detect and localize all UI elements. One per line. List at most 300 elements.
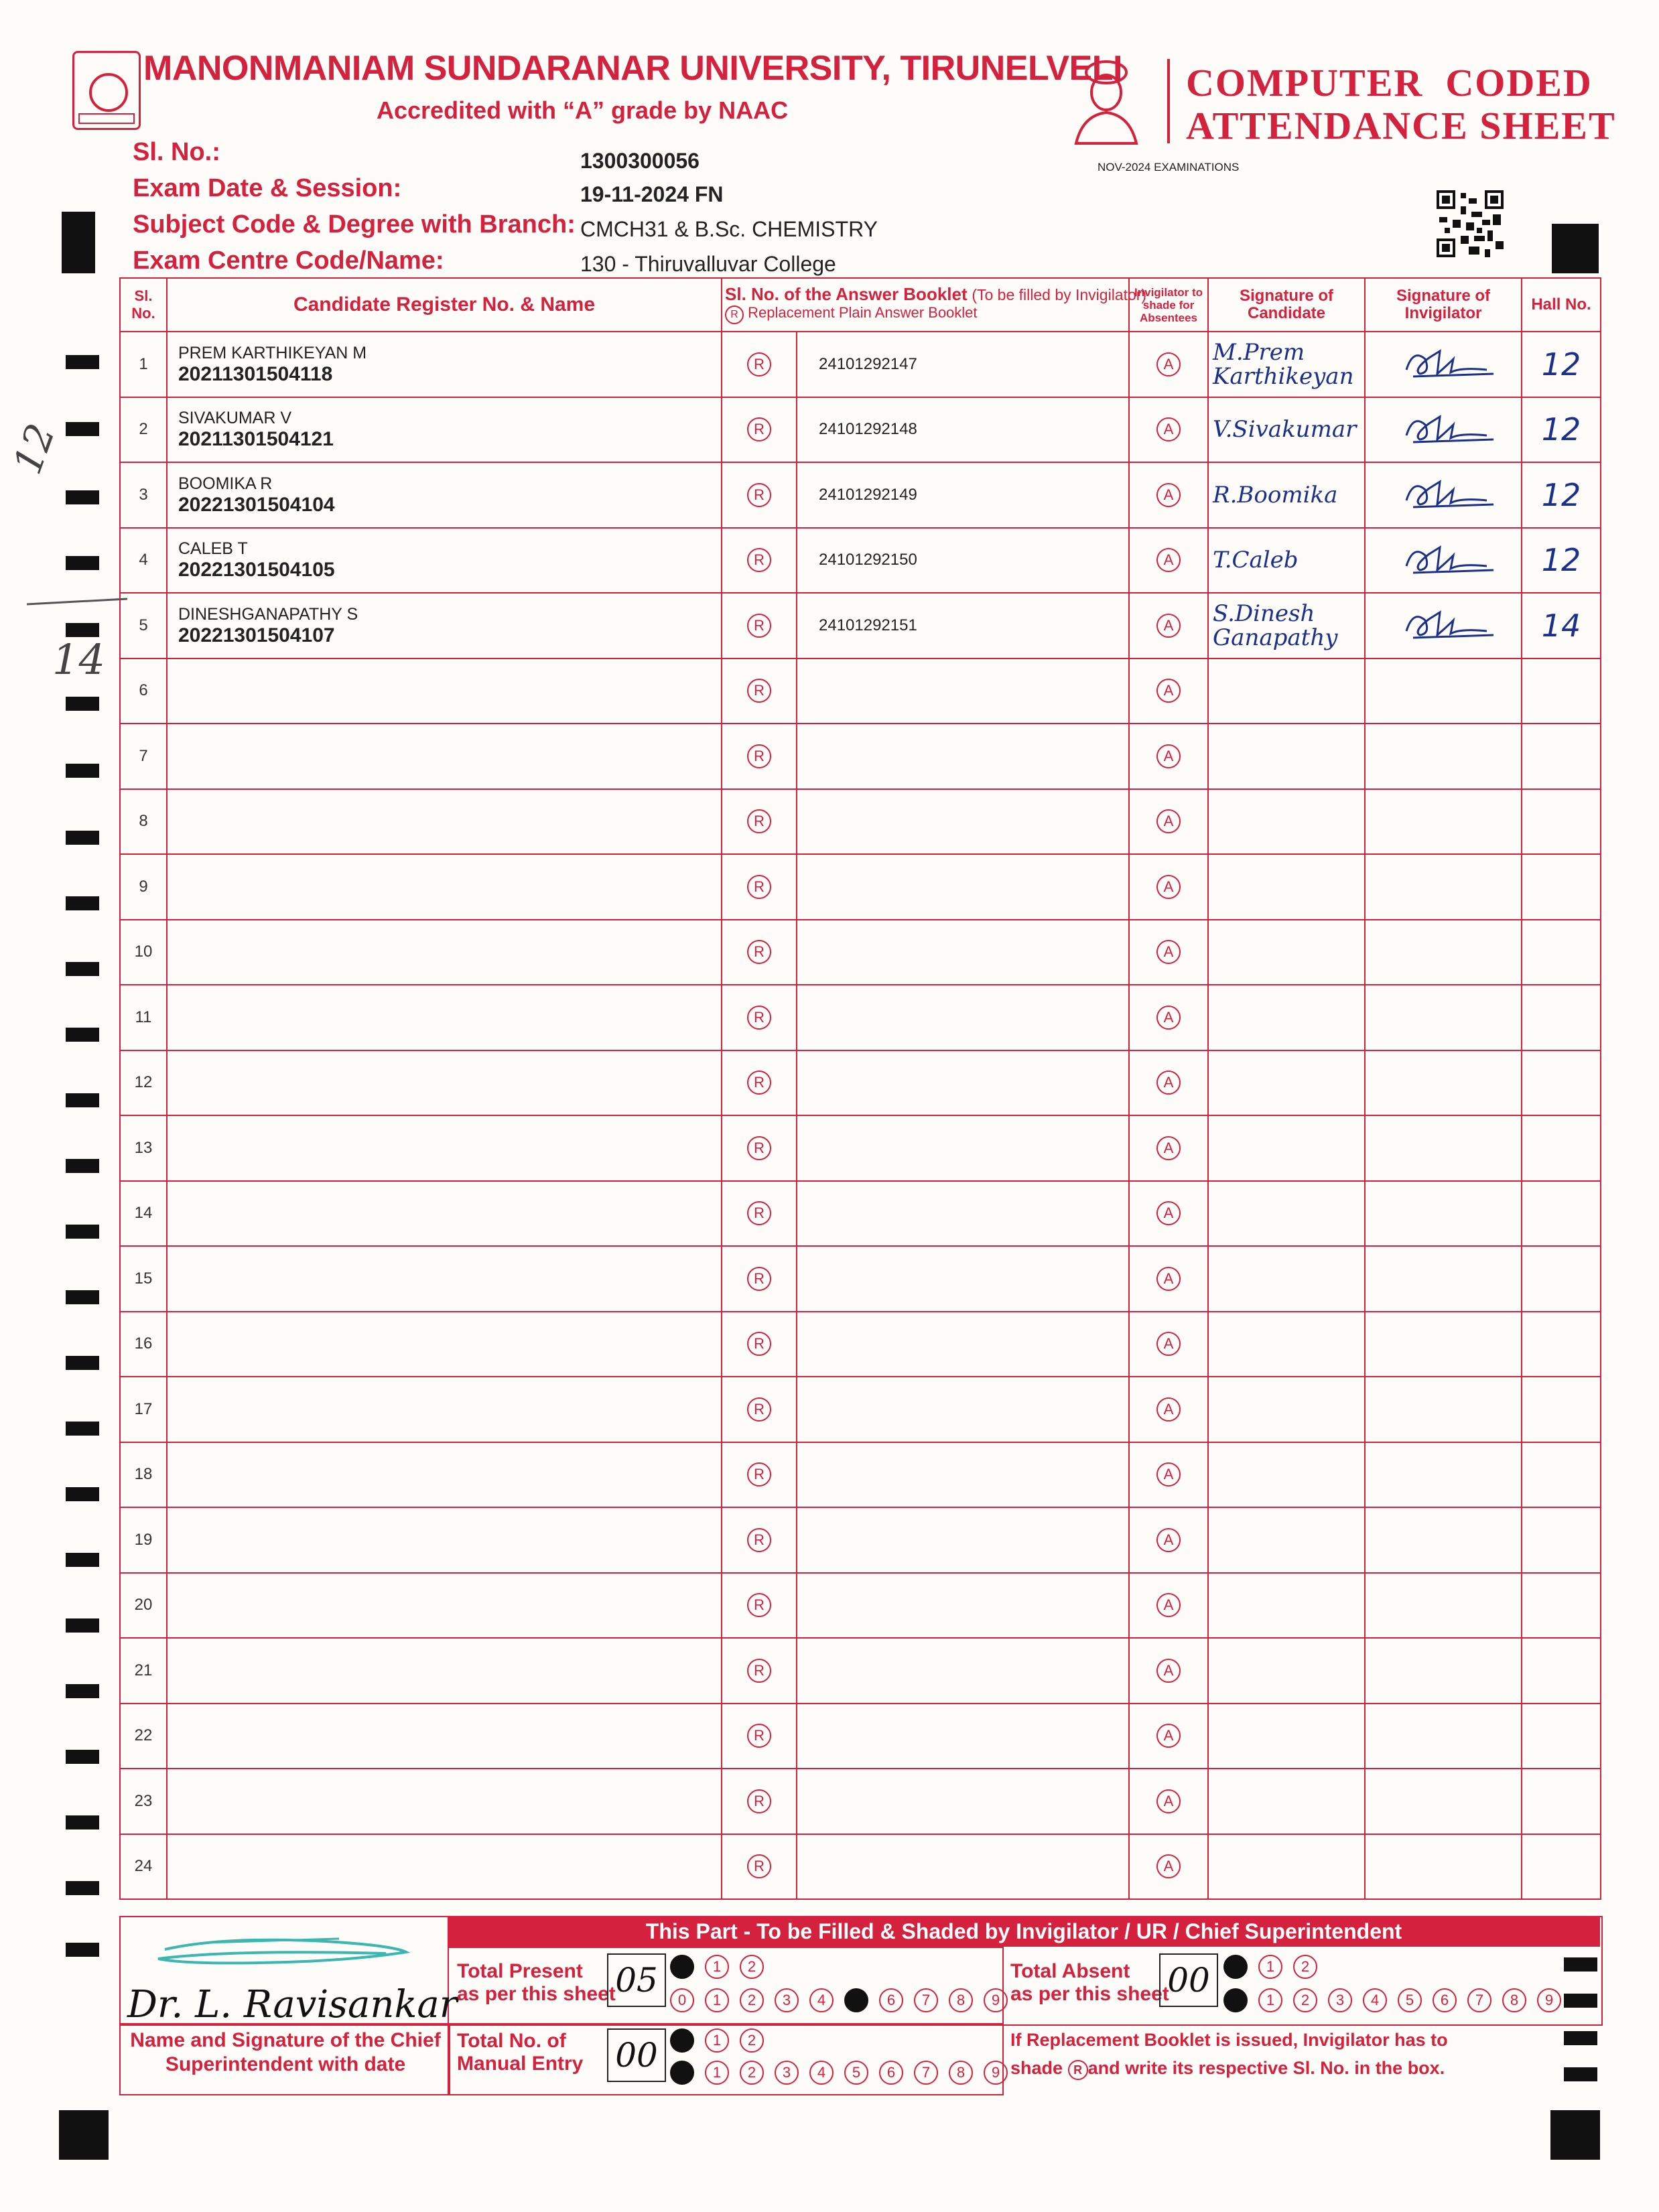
invigilator-signature-cell[interactable] [1365, 1312, 1522, 1377]
candidate-cell [167, 854, 722, 920]
digit-bubble[interactable]: 4 [809, 2061, 834, 2085]
table-row [120, 1442, 1601, 1508]
invigilator-signature-cell[interactable] [1365, 1704, 1522, 1769]
candidate-cell [167, 1507, 722, 1573]
row-sl-no: 20 [120, 1573, 167, 1639]
absent-bubble[interactable]: A [1156, 1397, 1181, 1422]
absent-bubble[interactable]: A [1156, 1136, 1181, 1160]
table-row [120, 397, 1601, 463]
replacement-bubble[interactable]: R [747, 1593, 771, 1617]
absent-bubble[interactable]: A [1156, 679, 1181, 703]
total-absent-label [1010, 1960, 1169, 2006]
absent-bubble[interactable]: A [1156, 1593, 1181, 1617]
digit-bubble[interactable]: 5 [844, 1988, 868, 2012]
timing-mark [66, 1684, 99, 1698]
hall-no[interactable] [1522, 723, 1601, 789]
table-row [120, 1507, 1601, 1573]
absent-cell [1129, 1573, 1208, 1639]
manual-entry-label [457, 2030, 583, 2075]
candidate-signature[interactable] [1208, 659, 1365, 724]
row-sl-no: 10 [120, 920, 167, 985]
booklet-no[interactable] [797, 789, 1129, 855]
replacement-cell [722, 1246, 797, 1312]
replacement-note-line-1: If Replacement Booklet is issued, Invigilator has to [1010, 2030, 1448, 2050]
digit-bubble[interactable]: 0 [670, 2061, 694, 2085]
hall-no[interactable]: 14 [1522, 593, 1601, 659]
candidate-reg-no: 20221301504104 [178, 493, 335, 516]
candidate-signature[interactable] [1208, 1312, 1365, 1377]
digit-bubble[interactable]: 8 [949, 2061, 973, 2085]
timing-mark [66, 1225, 99, 1239]
row-sl-no: 2 [120, 397, 167, 463]
digit-bubble[interactable]: 1 [705, 1988, 729, 2012]
total-present-tens-bubbles[interactable] [670, 1955, 775, 1979]
hall-no[interactable] [1522, 1050, 1601, 1116]
digit-bubble[interactable]: 0 [1223, 1955, 1248, 1979]
invigilator-signature-cell[interactable] [1365, 1507, 1522, 1573]
replacement-bubble[interactable]: R [747, 1201, 771, 1225]
table-row [120, 1377, 1601, 1442]
booklet-no[interactable] [797, 723, 1129, 789]
absent-bubble[interactable]: A [1156, 1332, 1181, 1356]
candidate-signature[interactable] [1208, 920, 1365, 985]
invigilator-signature-cell[interactable] [1365, 854, 1522, 920]
digit-bubble[interactable]: 1 [1258, 1988, 1282, 2012]
row-sl-no: 18 [120, 1442, 167, 1508]
booklet-no[interactable] [797, 1115, 1129, 1181]
replacement-cell [722, 332, 797, 397]
candidate-signature[interactable]: T.Caleb [1208, 528, 1365, 594]
replacement-bubble[interactable]: R [747, 940, 771, 964]
absent-bubble[interactable]: A [1156, 1201, 1181, 1225]
replacement-cell [722, 593, 797, 659]
replacement-bubble[interactable]: R [747, 809, 771, 833]
booklet-no[interactable] [797, 1312, 1129, 1377]
hall-no[interactable] [1522, 1704, 1601, 1769]
hall-no[interactable] [1522, 1573, 1601, 1639]
replacement-cell [722, 1573, 797, 1639]
candidate-signature[interactable] [1208, 1377, 1365, 1442]
corner-mark [59, 2110, 109, 2160]
manual-entry-units-bubbles[interactable] [670, 2061, 1018, 2085]
replacement-bubble[interactable]: R [747, 548, 771, 572]
attendance-table [119, 277, 1601, 1900]
invigilator-signature-cell[interactable] [1365, 462, 1522, 528]
digit-bubble[interactable]: 5 [1398, 1988, 1422, 2012]
absent-bubble[interactable]: A [1156, 614, 1181, 638]
university-logo-icon [72, 51, 141, 130]
replacement-bubble[interactable]: R [747, 417, 771, 441]
timing-mark [66, 422, 99, 436]
replacement-note-line-2 [1010, 2054, 1448, 2082]
digit-bubble[interactable]: 2 [740, 2028, 764, 2053]
absent-bubble[interactable]: A [1156, 875, 1181, 899]
subject-label: Subject Code & Degree with Branch: [133, 210, 576, 238]
total-present-units-bubbles[interactable] [670, 1988, 1018, 2012]
invigilator-signature-cell[interactable] [1365, 1181, 1522, 1247]
absent-cell [1129, 1769, 1208, 1834]
candidate-signature[interactable]: R.Boomika [1208, 462, 1365, 528]
booklet-no[interactable] [797, 1704, 1129, 1769]
total-absent-tens-bubbles[interactable] [1223, 1955, 1328, 1979]
invigilator-signature-cell[interactable] [1365, 1050, 1522, 1116]
booklet-no[interactable] [797, 1769, 1129, 1834]
replacement-bubble[interactable]: R [747, 1397, 771, 1422]
hall-no[interactable] [1522, 1638, 1601, 1704]
candidate-cell [167, 1115, 722, 1181]
hall-no[interactable] [1522, 1442, 1601, 1508]
chief-signature: Dr. L. Ravisankar [127, 1983, 458, 2026]
digit-bubble[interactable]: 0 [1223, 1988, 1248, 2012]
hall-no[interactable] [1522, 1507, 1601, 1573]
candidate-cell [167, 1377, 722, 1442]
booklet-no[interactable] [797, 854, 1129, 920]
candidate-reg-no: 20211301504118 [178, 362, 333, 385]
corner-mark [62, 212, 95, 273]
absent-cell [1129, 1638, 1208, 1704]
total-present-value[interactable]: 05 [607, 1953, 666, 2007]
timing-mark [66, 1356, 99, 1370]
header-replacement: Replacement Plain Answer Booklet [748, 304, 978, 321]
absent-cell [1129, 985, 1208, 1050]
invigilator-signature-cell[interactable] [1365, 920, 1522, 985]
replacement-cell [722, 1769, 797, 1834]
candidate-cell [167, 659, 722, 724]
replacement-bubble[interactable]: R [747, 1724, 771, 1748]
hall-no[interactable] [1522, 854, 1601, 920]
table-row [120, 985, 1601, 1050]
absent-bubble[interactable]: A [1156, 1070, 1181, 1095]
digit-bubble[interactable]: 2 [740, 1988, 764, 2012]
candidate-signature[interactable] [1208, 1834, 1365, 1900]
row-sl-no: 5 [120, 593, 167, 659]
subject-value: CMCH31 & B.Sc. CHEMISTRY [580, 217, 878, 241]
digit-bubble[interactable]: 3 [775, 1988, 799, 2012]
booklet-no[interactable]: 24101292147 [797, 332, 1129, 397]
replacement-bubble[interactable]: R [747, 614, 771, 638]
digit-bubble[interactable]: 2 [1293, 1988, 1317, 2012]
replacement-cell [722, 1181, 797, 1247]
header-sig-invigilator: Signature of Invigilator [1365, 278, 1522, 332]
candidate-signature[interactable] [1208, 1050, 1365, 1116]
digit-bubble[interactable]: 9 [1537, 1988, 1561, 2012]
absent-bubble[interactable]: A [1156, 1789, 1181, 1813]
invigilator-signature-cell[interactable] [1365, 789, 1522, 855]
replacement-bubble[interactable]: R [747, 1854, 771, 1878]
invigilator-signature-cell[interactable] [1365, 1834, 1522, 1900]
booklet-no[interactable] [797, 1442, 1129, 1508]
table-row [120, 1834, 1601, 1900]
digit-bubble[interactable]: 1 [705, 2028, 729, 2053]
digit-bubble[interactable]: 1 [705, 2061, 729, 2085]
candidate-cell [167, 332, 722, 397]
timing-mark [66, 1290, 99, 1304]
invigilator-signature-cell[interactable] [1365, 659, 1522, 724]
replacement-bubble[interactable]: R [747, 483, 771, 507]
candidate-signature[interactable] [1208, 1573, 1365, 1639]
corner-mark [1552, 224, 1599, 273]
booklet-no[interactable] [797, 1377, 1129, 1442]
absent-bubble[interactable]: A [1156, 809, 1181, 833]
absent-bubble[interactable]: A [1156, 1854, 1181, 1878]
candidate-cell [167, 397, 722, 463]
absent-cell [1129, 1246, 1208, 1312]
total-present-label-2: as per this sheet [457, 1983, 616, 2005]
booklet-no[interactable] [797, 1507, 1129, 1573]
candidate-cell [167, 985, 722, 1050]
invigilator-signature-cell[interactable] [1365, 723, 1522, 789]
header-divider [1167, 59, 1170, 143]
table-row [120, 854, 1601, 920]
absent-cell [1129, 593, 1208, 659]
invigilator-signature-cell[interactable] [1365, 1442, 1522, 1508]
candidate-signature[interactable]: V.Sivakumar [1208, 397, 1365, 463]
replacement-bubble[interactable]: R [747, 1136, 771, 1160]
candidate-reg-no: 20221301504107 [178, 624, 335, 646]
replacement-bubble[interactable]: R [747, 352, 771, 376]
hall-no[interactable]: 12 [1522, 528, 1601, 594]
digit-bubble[interactable]: 7 [914, 2061, 938, 2085]
candidate-name: CALEB T [178, 539, 248, 559]
header-candidate: Candidate Register No. & Name [167, 278, 722, 332]
candidate-cell [167, 920, 722, 985]
candidate-name: BOOMIKA R [178, 474, 273, 493]
absent-cell [1129, 1704, 1208, 1769]
hall-no[interactable] [1522, 1769, 1601, 1834]
absent-bubble[interactable]: A [1156, 1724, 1181, 1748]
booklet-no[interactable] [797, 1181, 1129, 1247]
row-sl-no: 13 [120, 1115, 167, 1181]
booklet-no[interactable]: 24101292150 [797, 528, 1129, 594]
invigilator-signature-cell[interactable] [1365, 1115, 1522, 1181]
digit-bubble[interactable]: 6 [1433, 1988, 1457, 2012]
digit-bubble[interactable]: 7 [1467, 1988, 1491, 2012]
absent-bubble[interactable]: A [1156, 548, 1181, 572]
manual-entry-value[interactable]: 00 [607, 2028, 666, 2082]
digit-bubble[interactable]: 1 [705, 1955, 729, 1979]
invigilator-signature-cell[interactable] [1365, 528, 1522, 594]
invigilator-signature-cell[interactable] [1365, 1377, 1522, 1442]
digit-bubble[interactable]: 4 [1363, 1988, 1387, 2012]
replacement-bubble[interactable]: R [747, 1789, 771, 1813]
hall-no[interactable] [1522, 659, 1601, 724]
candidate-signature[interactable] [1208, 1115, 1365, 1181]
invigilator-signature-cell[interactable] [1365, 397, 1522, 463]
invigilator-signature-cell[interactable] [1365, 1246, 1522, 1312]
absent-bubble[interactable]: A [1156, 1006, 1181, 1030]
candidate-cell [167, 1181, 722, 1247]
candidate-cell [167, 723, 722, 789]
centre-value: 130 - Thiruvalluvar College [580, 252, 836, 276]
candidate-signature[interactable] [1208, 1181, 1365, 1247]
booklet-no[interactable]: 24101292148 [797, 397, 1129, 463]
hall-no[interactable] [1522, 1834, 1601, 1900]
candidate-signature[interactable]: S.Dinesh Ganapathy [1208, 593, 1365, 659]
digit-bubble[interactable]: 8 [1502, 1988, 1526, 2012]
digit-bubble[interactable]: 1 [1258, 1955, 1282, 1979]
replacement-bubble[interactable]: R [747, 1528, 771, 1552]
digit-bubble[interactable]: 5 [844, 2061, 868, 2085]
candidate-signature[interactable] [1208, 854, 1365, 920]
absent-bubble[interactable]: A [1156, 1462, 1181, 1487]
candidate-signature[interactable] [1208, 1507, 1365, 1573]
candidate-signature[interactable] [1208, 985, 1365, 1050]
timing-mark [1564, 2031, 1597, 2045]
replacement-cell [722, 1834, 797, 1900]
hall-no[interactable] [1522, 1377, 1601, 1442]
exam-date-label: Exam Date & Session: [133, 174, 402, 202]
timing-mark [66, 697, 99, 711]
timing-mark [66, 1422, 99, 1436]
timing-mark [66, 1881, 99, 1895]
digit-bubble[interactable]: 2 [740, 2061, 764, 2085]
total-absent-units-bubbles[interactable] [1223, 1988, 1572, 2012]
candidate-signature[interactable]: M.Prem Karthikeyan [1208, 332, 1365, 397]
digit-bubble[interactable]: 3 [1328, 1988, 1352, 2012]
candidate-signature[interactable] [1208, 1638, 1365, 1704]
replacement-bubble[interactable]: R [747, 679, 771, 703]
candidate-cell [167, 462, 722, 528]
absent-bubble[interactable]: A [1156, 1659, 1181, 1683]
replacement-bubble[interactable]: R [747, 744, 771, 768]
digit-bubble[interactable]: 9 [984, 2061, 1008, 2085]
absent-bubble[interactable]: A [1156, 1528, 1181, 1552]
total-present-label-1: Total Present [457, 1960, 583, 1982]
invigilator-signature-cell[interactable] [1365, 332, 1522, 397]
booklet-no[interactable] [797, 1638, 1129, 1704]
row-sl-no: 3 [120, 462, 167, 528]
timing-mark [66, 962, 99, 976]
candidate-cell [167, 593, 722, 659]
invigilator-signature-cell[interactable] [1365, 593, 1522, 659]
booklet-no[interactable]: 24101292151 [797, 593, 1129, 659]
replacement-bubble[interactable]: R [747, 1070, 771, 1095]
booklet-no[interactable] [797, 920, 1129, 985]
invigilator-signature-cell[interactable] [1365, 1573, 1522, 1639]
absent-bubble[interactable]: A [1156, 940, 1181, 964]
hall-no[interactable] [1522, 985, 1601, 1050]
booklet-no[interactable] [797, 659, 1129, 724]
hall-no[interactable] [1522, 1115, 1601, 1181]
digit-bubble[interactable]: 2 [740, 1955, 764, 1979]
timing-mark [66, 1553, 99, 1567]
row-sl-no: 8 [120, 789, 167, 855]
booklet-no[interactable] [797, 985, 1129, 1050]
manual-entry-tens-bubbles[interactable] [670, 2028, 775, 2053]
row-sl-no: 14 [120, 1181, 167, 1247]
absent-bubble[interactable]: A [1156, 1267, 1181, 1291]
sl-no-label: Sl. No.: [133, 138, 220, 166]
hall-no[interactable] [1522, 920, 1601, 985]
row-sl-no: 4 [120, 528, 167, 594]
digit-bubble[interactable]: 7 [914, 1988, 938, 2012]
absent-cell [1129, 789, 1208, 855]
invigilator-signature-cell[interactable] [1365, 985, 1522, 1050]
replacement-cell [722, 1312, 797, 1377]
timing-mark [66, 831, 99, 845]
digit-bubble[interactable]: 6 [879, 2061, 903, 2085]
timing-mark [66, 1159, 99, 1173]
hall-no[interactable] [1522, 1181, 1601, 1247]
digit-bubble[interactable]: 0 [670, 1988, 694, 2012]
booklet-no[interactable] [797, 1834, 1129, 1900]
replacement-bubble[interactable]: R [747, 1006, 771, 1030]
absent-cell [1129, 1050, 1208, 1116]
candidate-signature[interactable] [1208, 723, 1365, 789]
timing-mark [66, 764, 99, 778]
absent-bubble[interactable]: A [1156, 417, 1181, 441]
hall-no[interactable]: 12 [1522, 462, 1601, 528]
booklet-no[interactable] [797, 1573, 1129, 1639]
replacement-bubble[interactable]: R [747, 1267, 771, 1291]
hall-no[interactable]: 12 [1522, 397, 1601, 463]
replacement-bubble[interactable]: R [747, 1659, 771, 1683]
table-row [120, 593, 1601, 659]
replacement-bubble[interactable]: R [747, 1332, 771, 1356]
digit-bubble[interactable]: 6 [879, 1988, 903, 2012]
invigilator-signature-cell[interactable] [1365, 1769, 1522, 1834]
digit-bubble[interactable]: 0 [670, 1955, 694, 1979]
table-row [120, 1050, 1601, 1116]
table-row [120, 1638, 1601, 1704]
digit-bubble[interactable]: 4 [809, 1988, 834, 2012]
absent-cell [1129, 1312, 1208, 1377]
booklet-no[interactable] [797, 1050, 1129, 1116]
candidate-cell [167, 1442, 722, 1508]
candidate-signature[interactable] [1208, 1769, 1365, 1834]
header-booklet [722, 278, 1147, 332]
timing-mark [66, 1943, 99, 1957]
total-absent-value[interactable]: 00 [1159, 1953, 1218, 2007]
digit-bubble[interactable]: 8 [949, 1988, 973, 2012]
hall-no[interactable] [1522, 1246, 1601, 1312]
margin-pencil-line [27, 596, 134, 610]
hall-no[interactable] [1522, 1312, 1601, 1377]
candidate-signature[interactable] [1208, 1246, 1365, 1312]
replacement-cell [722, 1050, 797, 1116]
replacement-cell [722, 659, 797, 724]
replacement-bubble[interactable]: R [747, 1462, 771, 1487]
digit-bubble[interactable]: 9 [984, 1988, 1008, 2012]
candidate-signature[interactable] [1208, 789, 1365, 855]
footer-banner: This Part - To be Filled & Shaded by Invigilator / UR / Chief Superintendent [448, 1916, 1600, 1947]
header-sig-candidate: Signature of Candidate [1208, 278, 1365, 332]
absent-bubble[interactable]: A [1156, 483, 1181, 507]
candidate-cell [167, 1638, 722, 1704]
booklet-no[interactable]: 24101292149 [797, 462, 1129, 528]
row-sl-no: 7 [120, 723, 167, 789]
header-booklet-note: (To be filled by Invigilator) [972, 286, 1147, 303]
booklet-no[interactable] [797, 1246, 1129, 1312]
candidate-signature[interactable] [1208, 1442, 1365, 1508]
invigilator-signature-cell[interactable] [1365, 1638, 1522, 1704]
timing-mark [66, 896, 99, 910]
absent-cell [1129, 462, 1208, 528]
absent-cell [1129, 920, 1208, 985]
digit-bubble[interactable]: 0 [670, 2028, 694, 2053]
digit-bubble[interactable]: 3 [775, 2061, 799, 2085]
absent-bubble[interactable]: A [1156, 744, 1181, 768]
absent-bubble[interactable]: A [1156, 352, 1181, 376]
chief-stamp-scribble [125, 1923, 446, 1983]
candidate-signature[interactable] [1208, 1704, 1365, 1769]
timing-mark [66, 1487, 99, 1501]
invigilator-signature [1386, 535, 1500, 582]
hall-no[interactable]: 12 [1522, 332, 1601, 397]
replacement-bubble[interactable]: R [747, 875, 771, 899]
hall-no[interactable] [1522, 789, 1601, 855]
digit-bubble[interactable]: 2 [1293, 1955, 1317, 1979]
